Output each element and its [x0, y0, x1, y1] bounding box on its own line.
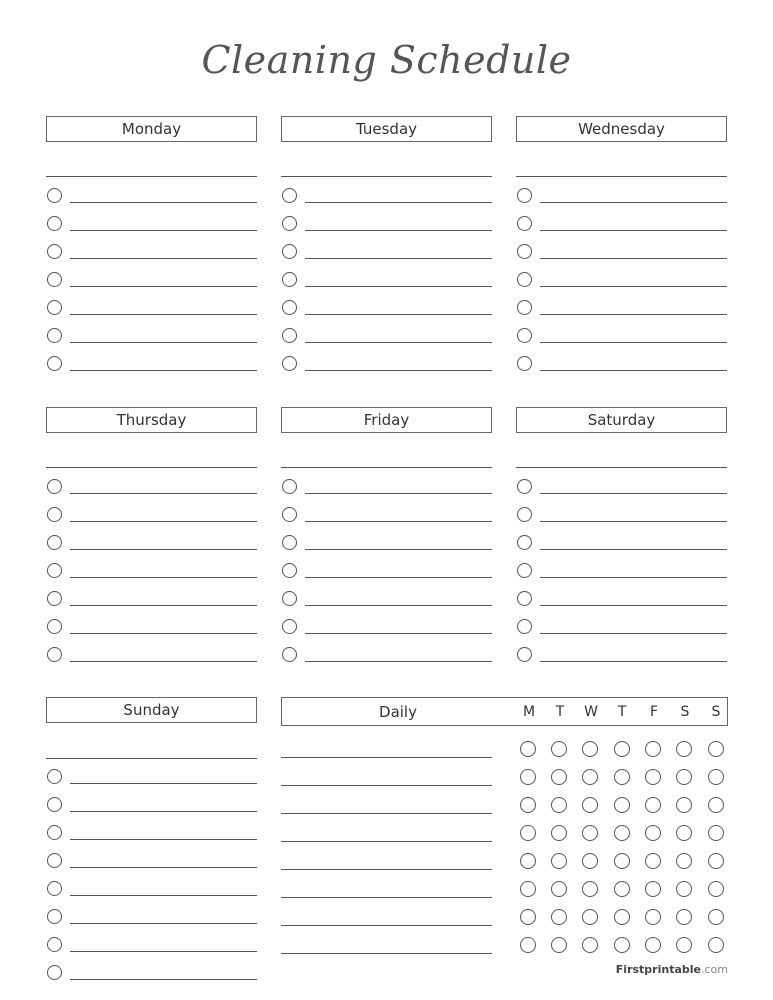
daily-task-line[interactable]: [281, 953, 492, 954]
task-row: [516, 535, 727, 553]
daily-checkbox[interactable]: [551, 797, 567, 813]
task-line[interactable]: [70, 258, 257, 259]
weekday-letter: W: [584, 703, 598, 720]
task-row: [516, 619, 727, 637]
day-note-line[interactable]: [46, 467, 257, 468]
day-block-saturday: [516, 407, 727, 677]
daily-checkbox[interactable]: [614, 881, 630, 897]
task-checkbox[interactable]: [517, 216, 532, 231]
daily-checkbox[interactable]: [582, 881, 598, 897]
daily-task-line[interactable]: [281, 897, 492, 898]
task-checkbox[interactable]: [282, 647, 297, 662]
task-row: [46, 619, 257, 637]
task-line[interactable]: [70, 783, 257, 784]
daily-label: Daily: [379, 702, 417, 721]
task-row: [516, 272, 727, 290]
task-checkbox[interactable]: [47, 619, 62, 634]
task-checkbox[interactable]: [47, 769, 62, 784]
task-line[interactable]: [70, 661, 257, 662]
task-checkbox[interactable]: [517, 300, 532, 315]
task-line[interactable]: [540, 633, 727, 634]
day-header: Thursday: [46, 407, 257, 433]
footer-domain: .com: [701, 963, 728, 976]
task-line[interactable]: [305, 230, 492, 231]
task-row: [46, 356, 257, 374]
task-row: [281, 300, 492, 318]
daily-task-line[interactable]: [281, 785, 492, 786]
task-line[interactable]: [70, 839, 257, 840]
task-checkbox[interactable]: [517, 591, 532, 606]
daily-checkbox[interactable]: [582, 741, 598, 757]
day-note-line[interactable]: [281, 176, 492, 177]
task-checkbox[interactable]: [47, 356, 62, 371]
task-line[interactable]: [305, 286, 492, 287]
task-row: [46, 881, 257, 899]
daily-checkbox[interactable]: [582, 853, 598, 869]
weekday-letter: F: [649, 703, 659, 720]
task-line[interactable]: [540, 605, 727, 606]
task-line[interactable]: [305, 661, 492, 662]
task-row: [46, 479, 257, 497]
footer-brand-name: Firstprintable: [615, 963, 701, 976]
daily-checkbox[interactable]: [708, 825, 724, 841]
day-block-monday: [46, 116, 257, 386]
task-checkbox[interactable]: [282, 619, 297, 634]
task-line[interactable]: [70, 979, 257, 980]
task-line[interactable]: [540, 258, 727, 259]
daily-checkbox[interactable]: [645, 825, 661, 841]
daily-checkbox[interactable]: [551, 937, 567, 953]
task-checkbox[interactable]: [282, 244, 297, 259]
day-block-wednesday: [516, 116, 727, 386]
daily-checkbox[interactable]: [520, 797, 536, 813]
task-line[interactable]: [70, 895, 257, 896]
task-row: [281, 535, 492, 553]
task-checkbox[interactable]: [47, 937, 62, 952]
task-row: [46, 300, 257, 318]
daily-checkbox[interactable]: [676, 741, 692, 757]
day-note-line[interactable]: [46, 758, 257, 759]
task-line[interactable]: [70, 493, 257, 494]
task-line[interactable]: [70, 605, 257, 606]
task-line[interactable]: [540, 314, 727, 315]
task-row: [516, 244, 727, 262]
daily-checkbox[interactable]: [520, 825, 536, 841]
day-header: Wednesday: [516, 116, 727, 142]
task-row: [46, 909, 257, 927]
task-row: [46, 328, 257, 346]
weekday-letter: M: [522, 703, 536, 720]
daily-checkbox[interactable]: [645, 909, 661, 925]
task-checkbox[interactable]: [282, 300, 297, 315]
task-row: [516, 216, 727, 234]
daily-checkbox[interactable]: [676, 937, 692, 953]
task-line[interactable]: [70, 951, 257, 952]
task-checkbox[interactable]: [517, 619, 532, 634]
task-line[interactable]: [305, 314, 492, 315]
task-checkbox[interactable]: [47, 188, 62, 203]
task-row: [516, 507, 727, 525]
task-checkbox[interactable]: [282, 563, 297, 578]
task-checkbox[interactable]: [47, 563, 62, 578]
daily-checkbox[interactable]: [676, 769, 692, 785]
task-row: [281, 479, 492, 497]
daily-checkbox[interactable]: [614, 937, 630, 953]
task-row: [46, 563, 257, 581]
daily-task-line[interactable]: [281, 757, 492, 758]
daily-checkbox[interactable]: [676, 853, 692, 869]
footer-brand: [616, 963, 728, 976]
task-row: [281, 591, 492, 609]
daily-checkbox[interactable]: [708, 909, 724, 925]
task-row: [46, 937, 257, 955]
task-row: [46, 797, 257, 815]
daily-checkbox[interactable]: [520, 909, 536, 925]
task-line[interactable]: [305, 605, 492, 606]
task-row: [46, 647, 257, 665]
daily-checkbox[interactable]: [551, 825, 567, 841]
task-row: [281, 619, 492, 637]
day-header: Monday: [46, 116, 257, 142]
task-line[interactable]: [540, 370, 727, 371]
task-line[interactable]: [70, 342, 257, 343]
task-line[interactable]: [540, 230, 727, 231]
task-checkbox[interactable]: [282, 188, 297, 203]
day-block-friday: [281, 407, 492, 677]
task-line[interactable]: [540, 202, 727, 203]
daily-header: [281, 697, 728, 726]
daily-checkbox[interactable]: [551, 853, 567, 869]
daily-checkbox[interactable]: [645, 937, 661, 953]
task-checkbox[interactable]: [47, 216, 62, 231]
task-line[interactable]: [540, 521, 727, 522]
task-row: [281, 188, 492, 206]
task-row: [281, 272, 492, 290]
task-row: [516, 300, 727, 318]
day-note-line[interactable]: [516, 176, 727, 177]
daily-checkbox[interactable]: [582, 825, 598, 841]
weekday-letter: T: [617, 703, 627, 720]
daily-checkbox[interactable]: [708, 937, 724, 953]
task-line[interactable]: [70, 923, 257, 924]
weekday-letter: T: [555, 703, 565, 720]
task-row: [516, 563, 727, 581]
task-row: [281, 356, 492, 374]
task-row: [46, 188, 257, 206]
day-header: Friday: [281, 407, 492, 433]
task-line[interactable]: [305, 342, 492, 343]
task-checkbox[interactable]: [47, 591, 62, 606]
weekday-letter: S: [680, 703, 690, 720]
daily-checkbox[interactable]: [645, 769, 661, 785]
task-checkbox[interactable]: [47, 909, 62, 924]
task-checkbox[interactable]: [517, 535, 532, 550]
day-note-line[interactable]: [46, 176, 257, 177]
day-header: Sunday: [46, 697, 257, 723]
task-checkbox[interactable]: [47, 272, 62, 287]
weekday-letter: S: [711, 703, 721, 720]
daily-checkbox[interactable]: [708, 797, 724, 813]
task-checkbox[interactable]: [47, 507, 62, 522]
daily-checkbox[interactable]: [708, 881, 724, 897]
daily-checkbox[interactable]: [582, 937, 598, 953]
task-row: [46, 825, 257, 843]
task-row: [281, 507, 492, 525]
daily-checkbox[interactable]: [520, 937, 536, 953]
task-line[interactable]: [305, 577, 492, 578]
task-row: [46, 216, 257, 234]
task-row: [46, 769, 257, 787]
task-checkbox[interactable]: [47, 535, 62, 550]
task-checkbox[interactable]: [517, 244, 532, 259]
task-row: [516, 591, 727, 609]
task-line[interactable]: [305, 493, 492, 494]
daily-checkbox[interactable]: [645, 741, 661, 757]
task-line[interactable]: [540, 342, 727, 343]
task-checkbox[interactable]: [282, 272, 297, 287]
task-line[interactable]: [70, 811, 257, 812]
task-checkbox[interactable]: [517, 272, 532, 287]
day-block-sunday: [46, 697, 257, 967]
task-checkbox[interactable]: [47, 797, 62, 812]
task-row: [516, 356, 727, 374]
task-checkbox[interactable]: [282, 507, 297, 522]
task-line[interactable]: [70, 521, 257, 522]
task-line[interactable]: [305, 521, 492, 522]
day-block-tuesday: [281, 116, 492, 386]
task-checkbox[interactable]: [282, 216, 297, 231]
daily-task-line[interactable]: [281, 925, 492, 926]
task-line[interactable]: [70, 577, 257, 578]
task-row: [281, 647, 492, 665]
task-line[interactable]: [540, 577, 727, 578]
day-header: Saturday: [516, 407, 727, 433]
task-row: [516, 479, 727, 497]
daily-checkbox[interactable]: [551, 909, 567, 925]
task-checkbox[interactable]: [282, 356, 297, 371]
task-line[interactable]: [70, 370, 257, 371]
task-row: [516, 328, 727, 346]
daily-checkbox[interactable]: [614, 909, 630, 925]
daily-checkbox[interactable]: [520, 769, 536, 785]
task-checkbox[interactable]: [517, 479, 532, 494]
task-row: [516, 647, 727, 665]
task-checkbox[interactable]: [47, 300, 62, 315]
task-row: [281, 216, 492, 234]
task-row: [281, 244, 492, 262]
daily-checkbox[interactable]: [614, 853, 630, 869]
daily-checkbox[interactable]: [551, 769, 567, 785]
daily-checkbox[interactable]: [645, 853, 661, 869]
task-line[interactable]: [540, 286, 727, 287]
task-checkbox[interactable]: [47, 825, 62, 840]
task-checkbox[interactable]: [47, 881, 62, 896]
task-checkbox[interactable]: [47, 479, 62, 494]
daily-task-line[interactable]: [281, 813, 492, 814]
task-line[interactable]: [540, 549, 727, 550]
day-note-line[interactable]: [516, 467, 727, 468]
task-line[interactable]: [540, 493, 727, 494]
task-checkbox[interactable]: [47, 328, 62, 343]
daily-checkbox[interactable]: [614, 825, 630, 841]
task-line[interactable]: [70, 867, 257, 868]
daily-checkbox[interactable]: [708, 769, 724, 785]
task-checkbox[interactable]: [47, 244, 62, 259]
task-line[interactable]: [70, 633, 257, 634]
daily-checkbox[interactable]: [708, 853, 724, 869]
daily-checkbox[interactable]: [520, 853, 536, 869]
daily-checkbox[interactable]: [676, 909, 692, 925]
day-header: Tuesday: [281, 116, 492, 142]
task-checkbox[interactable]: [47, 965, 62, 980]
day-block-thursday: [46, 407, 257, 677]
task-checkbox[interactable]: [282, 591, 297, 606]
task-checkbox[interactable]: [517, 328, 532, 343]
task-line[interactable]: [70, 549, 257, 550]
task-checkbox[interactable]: [282, 479, 297, 494]
task-line[interactable]: [70, 230, 257, 231]
task-row: [46, 535, 257, 553]
task-checkbox[interactable]: [517, 563, 532, 578]
daily-checkbox[interactable]: [582, 797, 598, 813]
daily-checkbox[interactable]: [551, 881, 567, 897]
daily-checkbox[interactable]: [676, 825, 692, 841]
task-row: [281, 563, 492, 581]
daily-checkbox[interactable]: [582, 769, 598, 785]
day-note-line[interactable]: [281, 467, 492, 468]
task-row: [46, 965, 257, 983]
daily-checkbox[interactable]: [520, 741, 536, 757]
task-line[interactable]: [70, 314, 257, 315]
daily-checkbox[interactable]: [520, 881, 536, 897]
task-row: [281, 328, 492, 346]
task-line[interactable]: [540, 661, 727, 662]
daily-checkbox[interactable]: [708, 741, 724, 757]
task-checkbox[interactable]: [517, 356, 532, 371]
task-line[interactable]: [305, 549, 492, 550]
task-checkbox[interactable]: [517, 647, 532, 662]
task-checkbox[interactable]: [282, 535, 297, 550]
daily-checkbox[interactable]: [614, 769, 630, 785]
task-row: [46, 853, 257, 871]
task-row: [516, 188, 727, 206]
daily-checkbox[interactable]: [645, 881, 661, 897]
task-row: [46, 272, 257, 290]
daily-checkbox[interactable]: [614, 741, 630, 757]
daily-task-line[interactable]: [281, 869, 492, 870]
daily-checkbox[interactable]: [645, 797, 661, 813]
task-row: [46, 591, 257, 609]
task-checkbox[interactable]: [517, 188, 532, 203]
task-line[interactable]: [305, 202, 492, 203]
daily-checkbox[interactable]: [582, 909, 598, 925]
task-line[interactable]: [305, 258, 492, 259]
daily-task-line[interactable]: [281, 841, 492, 842]
task-checkbox[interactable]: [47, 647, 62, 662]
task-line[interactable]: [305, 370, 492, 371]
daily-checkbox[interactable]: [614, 797, 630, 813]
task-line[interactable]: [70, 202, 257, 203]
task-line[interactable]: [70, 286, 257, 287]
page-title: Cleaning Schedule: [201, 38, 572, 82]
task-row: [46, 507, 257, 525]
daily-checkbox[interactable]: [676, 881, 692, 897]
task-line[interactable]: [305, 633, 492, 634]
daily-checkbox[interactable]: [551, 741, 567, 757]
task-checkbox[interactable]: [282, 328, 297, 343]
task-checkbox[interactable]: [47, 853, 62, 868]
task-checkbox[interactable]: [517, 507, 532, 522]
task-row: [46, 244, 257, 262]
daily-checkbox[interactable]: [676, 797, 692, 813]
